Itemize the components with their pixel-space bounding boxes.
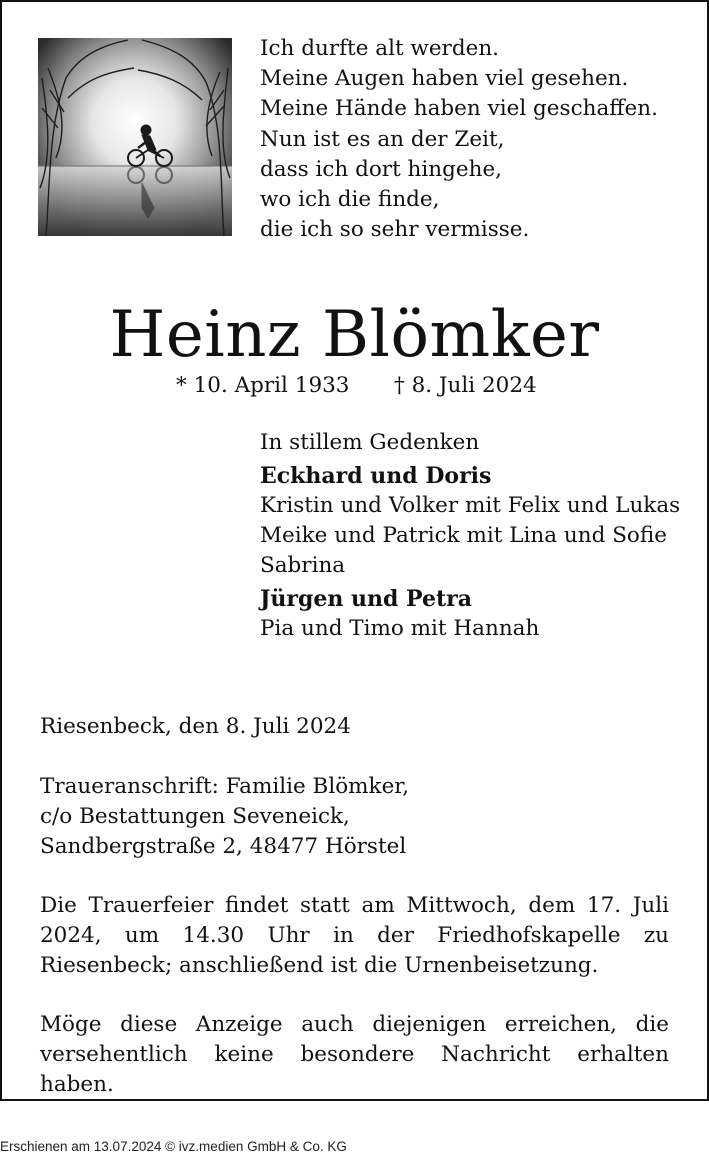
cyclist-image [38, 38, 232, 236]
notice-text: Möge diese Anzeige auch diejenigen erreichen, die versehentlich keine besondere Nachricht erhalten haben. [40, 1012, 669, 1097]
poem-line: dass ich dort hingehe, [260, 156, 503, 182]
address-line: c/o Bestattungen Seveneick, [40, 804, 350, 829]
poem-line: Meine Hände haben viel geschaffen. [260, 96, 658, 122]
family-head: Jürgen und Petra [260, 586, 473, 612]
family-head: Eckhard und Doris [260, 463, 492, 489]
poem [260, 34, 658, 245]
deceased-name: Heinz Blömker [109, 298, 600, 372]
poem-line: Nun ist es an der Zeit, [260, 126, 505, 152]
family-member: Sabrina [260, 553, 346, 578]
poem-line: die ich so sehr vermisse. [260, 217, 530, 243]
mourners-list [260, 428, 680, 644]
poem-line: Meine Augen haben viel gesehen. [260, 66, 629, 92]
ceremony-text: Die Trauerfeier findet statt am Mittwoch, dem 17. Juli 2024, um 14.30 Uhr in der Friedhofskapelle zu Riesenbeck; anschließend ist die Urnenbeisetzung. [40, 893, 669, 978]
death-date: † 8. Juli 2024 [394, 373, 537, 398]
address-line: Traueranschrift: Familie Blömker, [40, 774, 410, 799]
cyclist-photo [38, 38, 232, 236]
poem-line: wo ich die finde, [260, 187, 440, 213]
place-date: Riesenbeck, den 8. Juli 2024 [40, 714, 351, 739]
family-member: Meike und Patrick mit Lina und Sofie [260, 523, 667, 548]
poem-line: Ich durfte alt werden. [260, 36, 499, 61]
address-line: Sandbergstraße 2, 48477 Hörstel [40, 834, 407, 859]
family-member: Pia und Timo mit Hannah [260, 616, 540, 641]
mourning-address [40, 772, 669, 862]
life-dates [176, 371, 537, 401]
publication-footer: Erschienen am 13.07.2024 © ivz.medien GmbH & Co. KG [0, 1139, 347, 1154]
birth-date: * 10. April 1933 [176, 373, 350, 398]
family-member: Kristin und Volker mit Felix und Lukas [260, 493, 681, 518]
mourning-intro: In stillem Gedenken [260, 430, 480, 455]
